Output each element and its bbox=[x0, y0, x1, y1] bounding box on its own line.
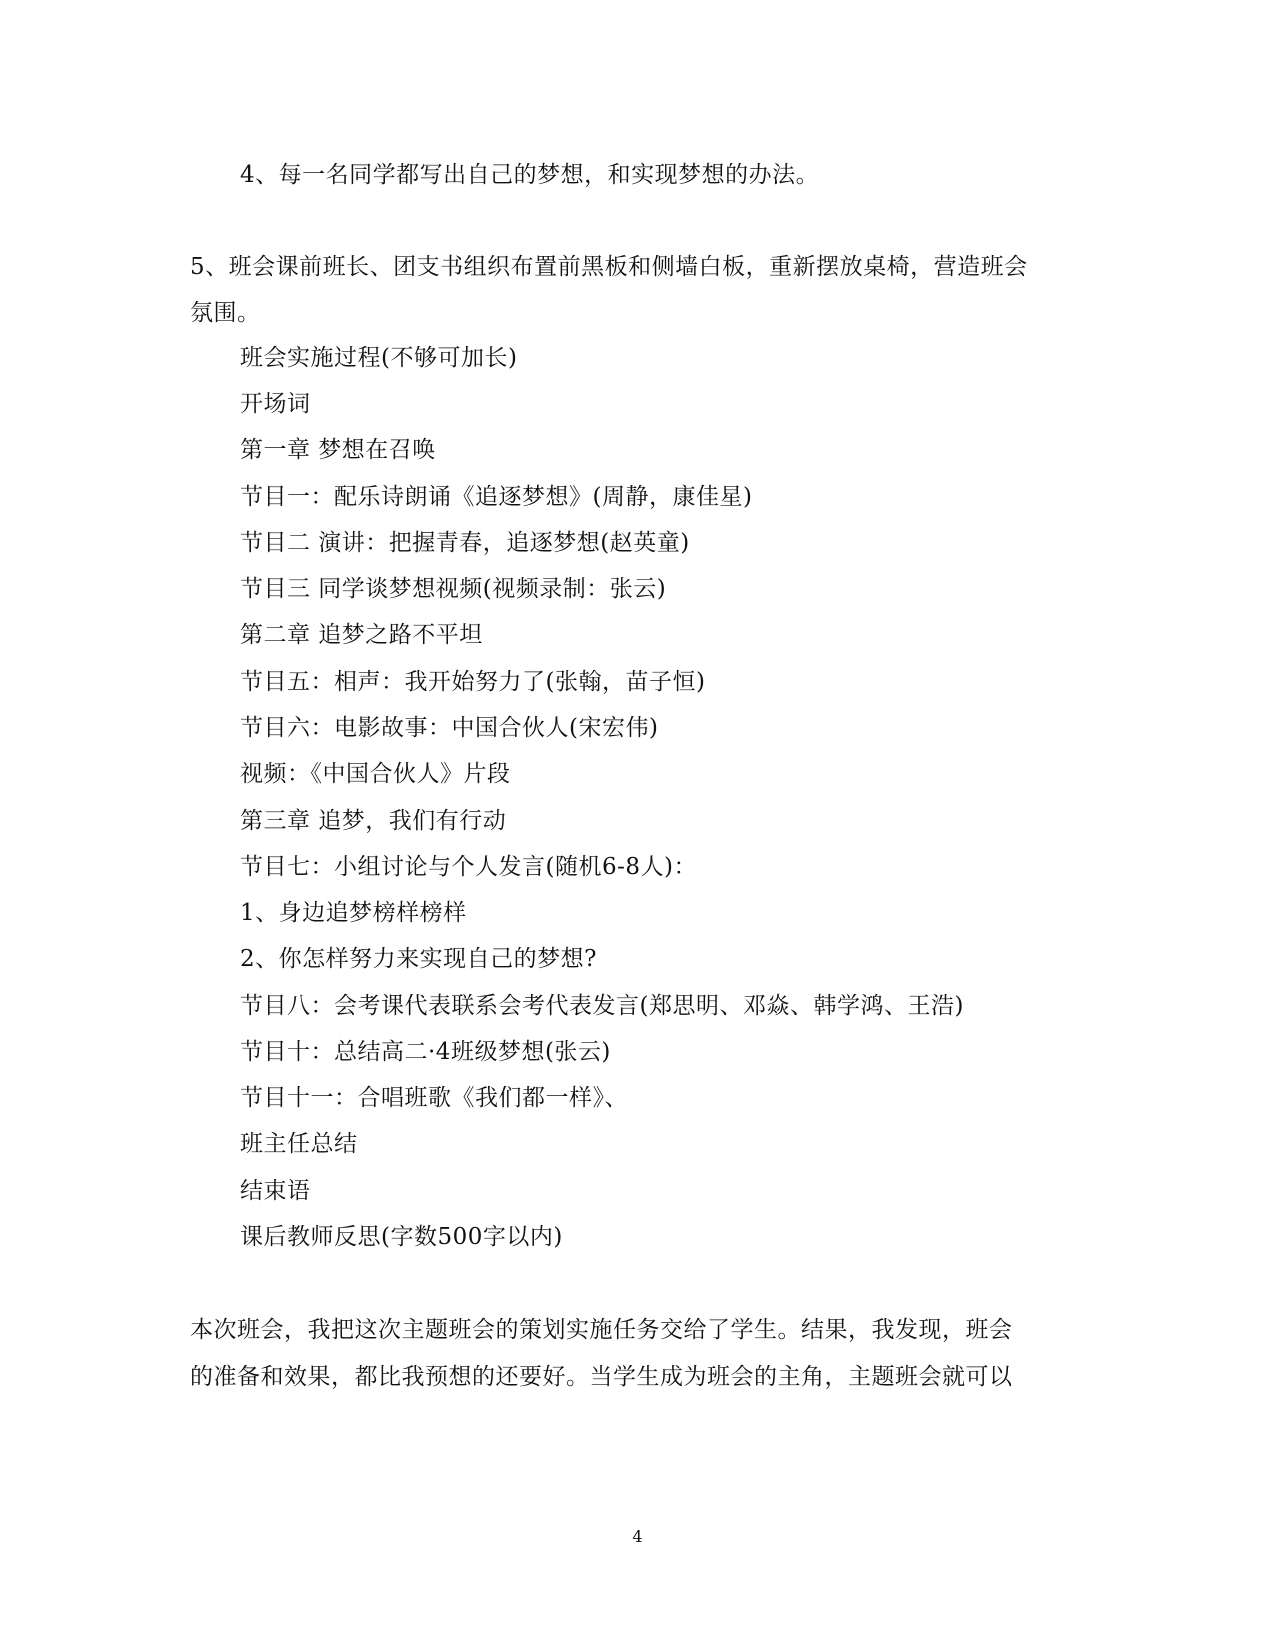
program-7: 节目七：小组讨论与个人发言(随机6-8人)： bbox=[240, 854, 697, 880]
opening-remarks: 开场词 bbox=[240, 391, 311, 417]
page-number: 4 bbox=[632, 1527, 643, 1546]
closing-remarks: 结束语 bbox=[240, 1178, 311, 1204]
item-4-text: 4、每一名同学都写出自己的梦想，和实现梦想的办法。 bbox=[240, 162, 820, 188]
program-8: 节目八：会考课代表联系会考代表发言(郑思明、邓焱、韩学鸿、王浩) bbox=[240, 993, 964, 1019]
reflection-text-line-1: 本次班会，我把这次主题班会的策划实施任务交给了学生。结果，我发现，班会 bbox=[190, 1317, 1013, 1343]
chapter-1-title: 第一章 梦想在召唤 bbox=[240, 437, 436, 463]
program-10: 节目十：总结高二·4班级梦想(张云) bbox=[240, 1039, 611, 1065]
item-5-text-line-2: 氛围。 bbox=[190, 300, 261, 326]
item-5-text-line-1: 5、班会课前班长、团支书组织布置前黑板和侧墙白板，重新摆放桌椅，营造班会 bbox=[190, 254, 1028, 280]
program-2: 节目二 演讲：把握青春，追逐梦想(赵英童) bbox=[240, 530, 690, 556]
video-clip: 视频：《中国合伙人》片段 bbox=[240, 761, 511, 787]
program-1: 节目一：配乐诗朗诵《追逐梦想》(周静，康佳星) bbox=[240, 484, 753, 510]
discussion-item-2: 2、你怎样努力来实现自己的梦想? bbox=[240, 946, 597, 972]
program-6: 节目六：电影故事：中国合伙人(宋宏伟) bbox=[240, 715, 659, 741]
process-heading: 班会实施过程(不够可加长) bbox=[240, 345, 518, 371]
teacher-summary: 班主任总结 bbox=[240, 1131, 358, 1157]
chapter-3-title: 第三章 追梦，我们有行动 bbox=[240, 808, 507, 834]
chapter-2-title: 第二章 追梦之路不平坦 bbox=[240, 622, 483, 648]
discussion-item-1: 1、身边追梦榜样榜样 bbox=[240, 900, 467, 926]
reflection-heading: 课后教师反思(字数500字以内) bbox=[240, 1224, 563, 1250]
reflection-text-line-2: 的准备和效果，都比我预想的还要好。当学生成为班会的主角，主题班会就可以 bbox=[190, 1364, 1013, 1390]
program-11: 节目十一：合唱班歌《我们都一样》、 bbox=[240, 1085, 628, 1111]
program-3: 节目三 同学谈梦想视频(视频录制：张云) bbox=[240, 576, 667, 602]
program-5: 节目五：相声：我开始努力了(张翰，苗子恒) bbox=[240, 669, 706, 695]
